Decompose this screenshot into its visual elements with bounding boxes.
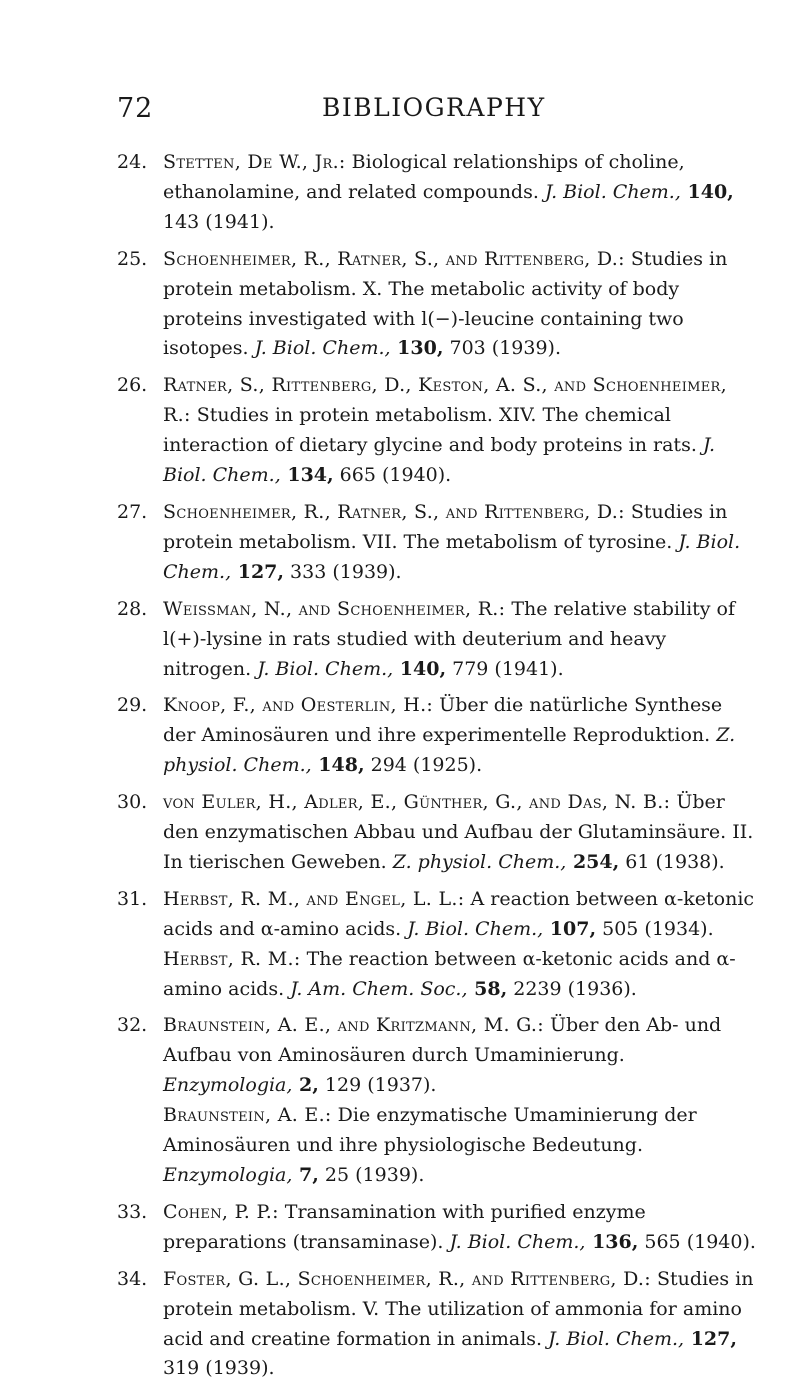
citation-title: The relative stability of l(+)-lysine in rats studied with deuterium and heavy nitrogen. [163,597,736,680]
bibliography-entry [117,498,757,588]
citation-authors: Herbst, R. M.: [163,947,301,970]
citation-volume: 254, [566,850,620,873]
bibliography-entry [117,1198,757,1258]
citation-title: Über den Ab- und Aufbau von Aminosäuren durch Umaminierung. [163,1014,722,1067]
citation-volume: 140, [680,180,734,203]
citation-authors: von Euler, H., Adler, E., Günther, G., and Das, N. B.: [163,791,671,814]
citation-pages-year: 319 (1939). [163,1357,275,1380]
bibliography-entry [117,371,757,491]
citation-journal: J. Biol. Chem., [548,1327,685,1350]
citation-authors: Braunstein, A. E., and Kritzmann, M. G.: [163,1014,544,1037]
bibliography-list [117,148,757,1391]
citation-journal: J. Biol. Chem., [163,530,741,583]
bibliography-entry [117,691,757,781]
citation-title: Studies in protein metabolism. VII. The metabolism of tyrosine. [163,500,728,553]
entry-text [163,1198,757,1258]
citation-title: Über die natürliche Synthese der Aminosäuren und ihre experimentelle Reproduktion. [163,694,723,747]
citation [163,788,757,878]
entry-number: 26. [117,374,148,397]
citation-authors: Schoenheimer, R., Ratner, S., and Rittenberg, D.: [163,500,625,523]
citation-volume: 58, [467,977,508,1000]
entry-number: 25. [117,247,148,270]
citation-journal: J. Am. Chem. Soc., [290,977,468,1000]
entry-text [163,691,757,781]
page-header [117,93,727,133]
citation-title: Biological relationships of choline, ethanolamine, and related compounds. [163,151,685,203]
citation [163,498,757,588]
citation-title: Transamination with purified enzyme preparations (transaminase). [163,1200,646,1253]
entry-number: 30. [117,791,148,814]
citation-title: The reaction between α-ketonic acids and α-amino acids. [163,947,736,1000]
entry-text [163,498,757,588]
citation [163,595,757,685]
citation-authors: Herbst, R. M., and Engel, L. L.: [163,887,465,910]
citation [163,1101,757,1191]
bibliography-entry [117,788,757,878]
entry-text [163,1265,757,1385]
citation-volume: 7, [292,1164,319,1186]
citation-pages-year: 2239 (1936). [507,977,637,1000]
entry-number: 32. [117,1014,148,1037]
entry-text [163,885,757,1005]
citation-journal: Enzymologia, [163,1164,293,1186]
citation-pages-year: 129 (1937). [318,1074,437,1097]
citation [163,1265,757,1385]
citation-authors: Foster, G. L., Schoenheimer, R., and Rittenberg, D.: [163,1267,651,1290]
citation-title: Studies in protein metabolism. XIV. The chemical interaction of dietary glycine and body proteins in rats. [163,404,703,457]
citation-journal: J. Biol. Chem., [544,180,681,203]
citation-volume: 134, [280,464,334,487]
citation [163,885,757,945]
entry-number: 34. [117,1267,148,1290]
bibliography-entry [117,245,757,365]
citation-pages-year: 333 (1939). [284,560,402,583]
citation-authors: Braunstein, A. E.: [163,1104,332,1127]
citation [163,945,757,1005]
citation-title: Die enzymatische Umaminierung der Aminosäuren und ihre physiologische Bedeutung. [163,1104,697,1157]
citation-pages-year: 143 (1941). [163,210,275,233]
citation [163,691,757,781]
citation [163,1198,757,1258]
citation-authors: Ratner, S., Rittenberg, D., Keston, A. S., and Schoenheimer, R.: [163,374,727,427]
entry-number: 24. [117,151,148,173]
citation-pages-year: 25 (1939). [318,1164,425,1186]
entry-number: 27. [117,500,148,523]
citation-authors: Knoop, F., and Oesterlin, H.: [163,694,434,717]
entry-text [163,788,757,878]
citation-volume: 148, [311,754,365,777]
citation [163,1011,757,1101]
entry-text [163,595,757,685]
entry-text [163,1011,757,1190]
entry-text [163,371,757,491]
citation-pages-year: 294 (1925). [364,754,483,777]
entry-text [163,245,757,365]
bibliography-entry [117,885,757,1005]
citation-authors: Stetten, De W., Jr.: [163,151,346,173]
citation-authors: Schoenheimer, R., Ratner, S., and Rittenberg, D.: [163,247,625,270]
bibliography-entry [117,148,757,238]
citation-journal: Z. physiol. Chem., [392,850,567,873]
citation [163,371,757,491]
citation-volume: 140, [393,657,447,680]
citation-pages-year: 779 (1941). [446,657,564,680]
entry-number: 33. [117,1200,148,1223]
citation-journal: J. Biol. Chem., [254,337,391,360]
citation-authors: Weissman, N., and Schoenheimer, R.: [163,597,506,620]
citation-authors: Cohen, P. P.: [163,1200,279,1223]
citation-title: Studies in protein metabolism. X. The metabolic activity of body proteins investigated with l(−)-leucine containing two isotopes. [163,247,728,360]
citation-title: A reaction between α-ketonic acids and α-amino acids. [163,887,755,940]
citation-journal: Z. physiol. Chem., [163,724,736,777]
entry-number: 31. [117,887,148,910]
citation-pages-year: 565 (1940). [638,1230,756,1253]
citation-volume: 127, [684,1327,737,1350]
entry-text [163,148,757,238]
citation-volume: 2, [292,1074,319,1097]
citation-pages-year: 61 (1938). [619,850,725,873]
citation-title: Studies in protein metabolism. V. The utilization of ammonia for amino acid and creatine formation in animals. [163,1267,754,1350]
running-head: BIBLIOGRAPHY [322,93,546,122]
citation-pages-year: 703 (1939). [443,337,561,360]
citation-pages-year: 505 (1934). [596,917,714,940]
entry-number: 29. [117,694,148,717]
citation-journal: J. Biol. Chem., [163,434,716,487]
citation-volume: 107, [543,917,597,940]
citation-pages-year: 665 (1940). [333,464,452,487]
bibliography-entry [117,1011,757,1190]
citation-journal: J. Biol. Chem., [257,657,394,680]
bibliography-entry [117,1265,757,1385]
bibliography-entry [117,595,757,685]
citation-volume: 127, [231,560,285,583]
citation [163,245,757,365]
citation-volume: 130, [390,337,444,360]
citation-title: Über den enzymatischen Abbau und Aufbau der Glutaminsäure. II. In tierischen Geweben. [163,791,754,873]
page-number: 72 [117,93,154,124]
citation [163,148,757,238]
entry-number: 28. [117,597,148,620]
citation-journal: J. Biol. Chem., [407,917,544,940]
citation-journal: J. Biol. Chem., [449,1230,586,1253]
citation-volume: 136, [585,1230,639,1253]
citation-journal: Enzymologia, [163,1074,293,1097]
